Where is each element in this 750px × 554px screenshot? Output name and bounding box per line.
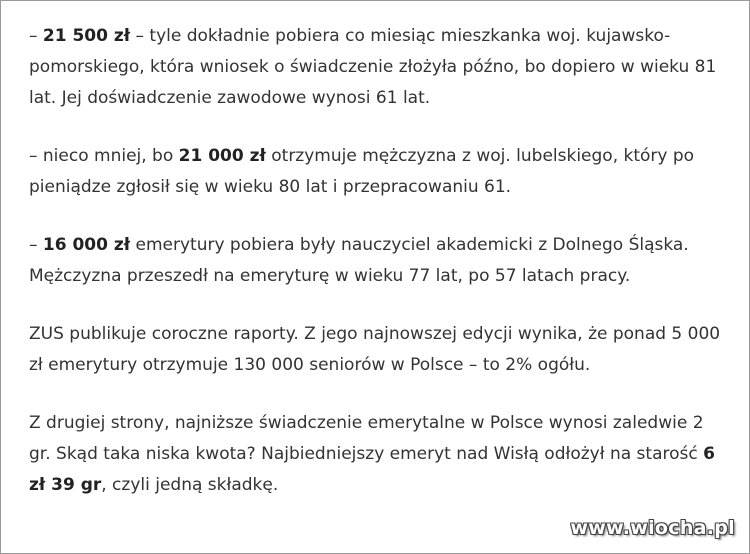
paragraph-5-amount: 6 zł 39 gr (29, 444, 715, 495)
paragraph-5 (29, 408, 729, 501)
paragraph-2-run-2: otrzymuje mężczyzna z woj. lubelskiego, który po pieniądze zgłosił się w wieku 80 lat i przepracowaniu 61. (29, 146, 695, 197)
paragraph-2 (29, 141, 729, 203)
article-body (29, 21, 729, 528)
paragraph-3-run-0: – (29, 235, 43, 255)
paragraph-3-amount: 16 000 zł (42, 235, 131, 255)
paragraph-5-run-2: , czyli jedną składkę. (101, 475, 279, 495)
paragraph-1 (29, 21, 729, 114)
paragraph-4-run-0: ZUS publikuje coroczne raporty. Z jego najnowszej edycji wynika, że ponad 5 000 zł emerytury otrzymuje 130 000 seniorów w Polsce – to 2% ogółu. (29, 324, 721, 375)
paragraph-1-run-2: – tyle dokładnie pobiera co miesiąc mieszkanka woj. kujawsko-pomorskiego, która wniosek o świadczenie złożyła późno, bo dopiero w wieku 81 lat. Jej doświadczenie zawodowe wynosi 61 lat. (29, 26, 717, 108)
paragraph-2-run-0: – nieco mniej, bo (29, 146, 179, 166)
paragraph-2-amount: 21 000 zł (178, 146, 266, 166)
paragraph-5-run-0: Z drugiej strony, najniższe świadczenie emerytalne w Polsce wynosi zaledwie 2 gr. Skąd taka niska kwota? Najbiedniejszy emeryt nad Wisłą odłożył na starość (29, 413, 704, 464)
paragraph-3 (29, 230, 729, 292)
paragraph-3-run-2: emerytury pobiera były nauczyciel akademicki z Dolnego Śląska. Mężczyzna przeszedł na emeryturę w wieku 77 lat, po 57 latach pracy. (29, 235, 689, 286)
site-watermark: www.wiocha.pl (570, 517, 735, 539)
paragraph-1-run-0: – (29, 26, 43, 46)
paragraph-4 (29, 319, 729, 381)
paragraph-1-amount: 21 500 zł (42, 26, 131, 46)
